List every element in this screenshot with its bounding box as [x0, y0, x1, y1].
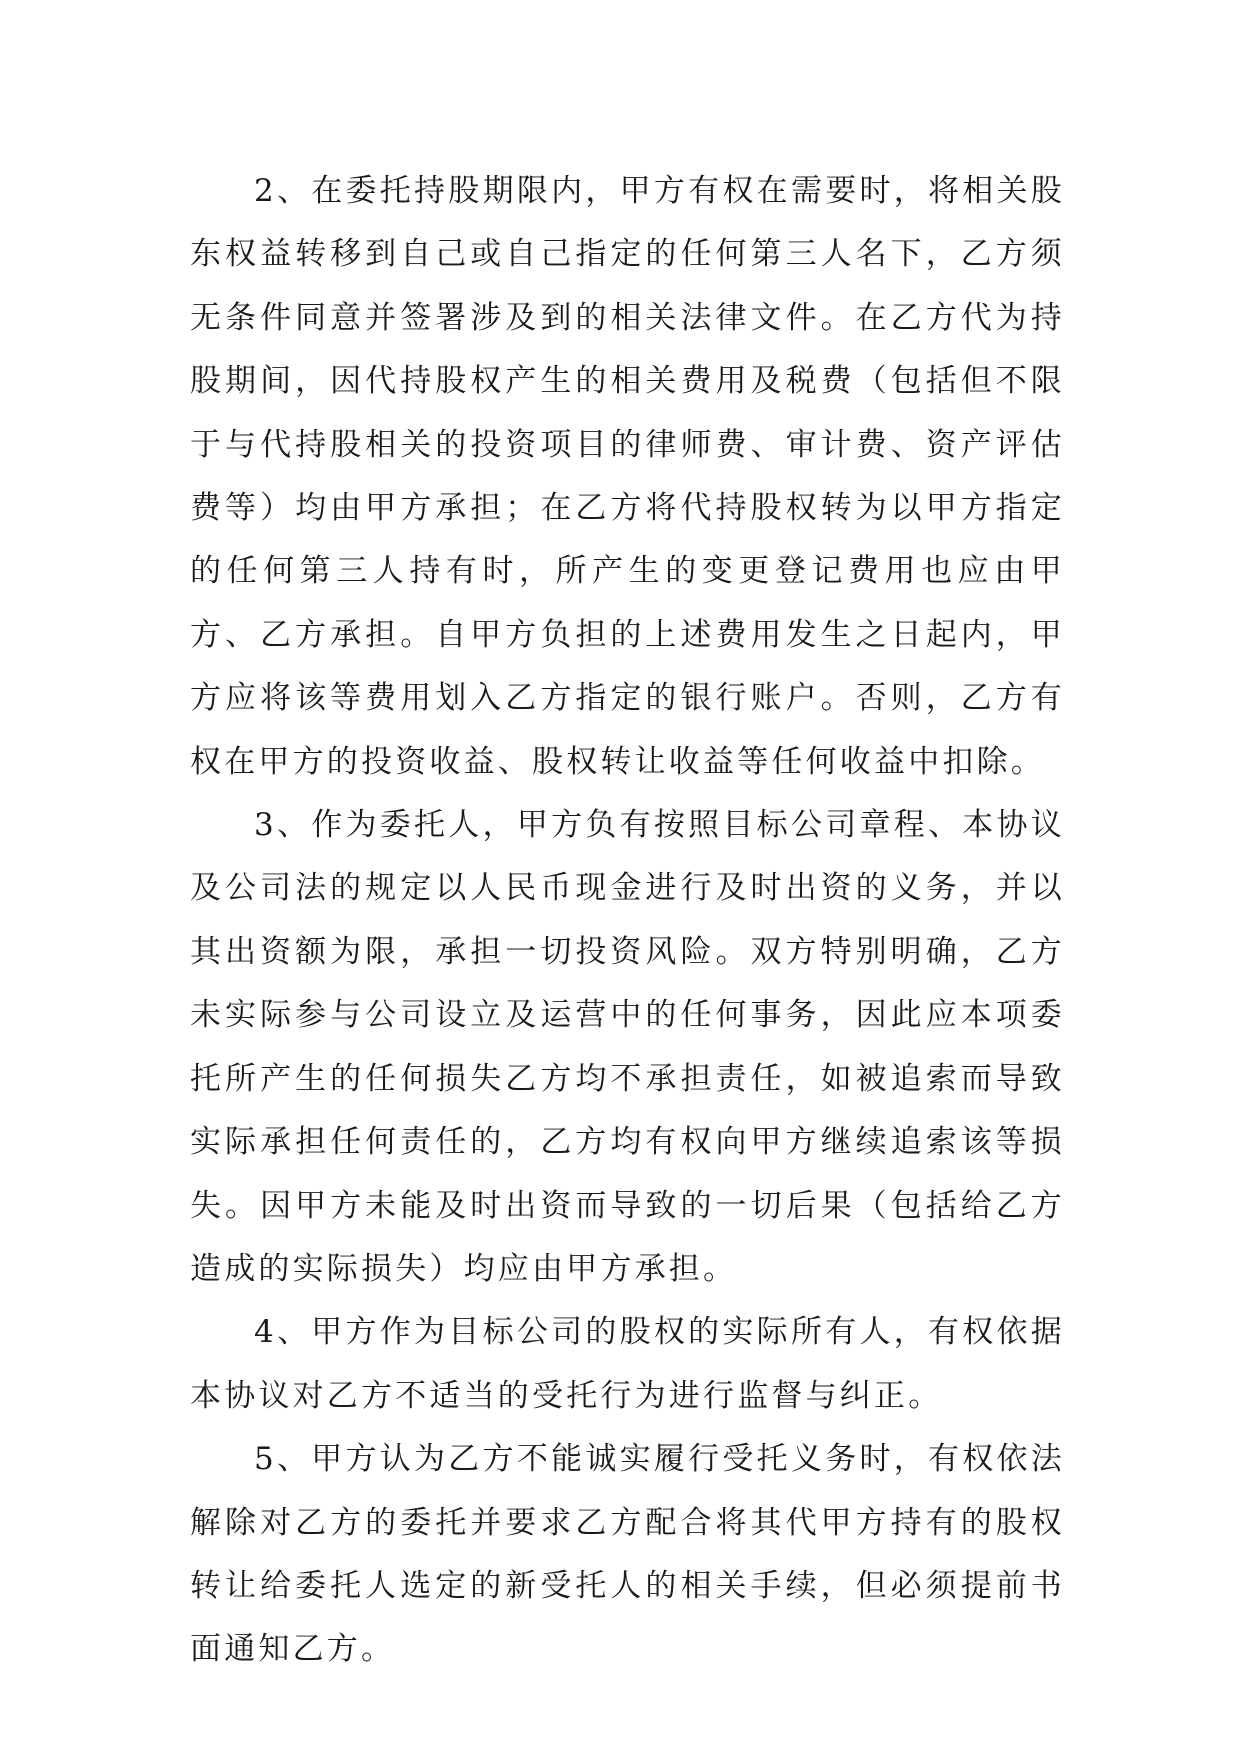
clause-5-paragraph: 5、甲方认为乙方不能诚实履行受托义务时，有权依法解除对乙方的委托并要求乙方配合将其代甲方持有的股权转让给委托人选定的新受托人的相关手续，但必须提前书面通知乙方。 [190, 1441, 1065, 1668]
clause-4-paragraph: 4、甲方作为目标公司的股权的实际所有人，有权依据本协议对乙方不适当的受托行为进行监督与纠正。 [190, 1314, 1065, 1414]
clause-3-paragraph: 3、作为委托人，甲方负有按照目标公司章程、本协议及公司法的规定以人民币现金进行及时出资的义务，并以其出资额为限，承担一切投资风险。双方特别明确，乙方未实际参与公司设立及运营中的任何事务，因此应本项委托所产生的任何损失乙方均不承担责任，如被追索而导致实际承担任何责任的，乙方均有权向甲方继续追索该等损失。因甲方未能及时出资而导致的一切后果（包括给乙方造成的实际损失）均应由甲方承担。 [190, 807, 1065, 1287]
document-body [190, 160, 1065, 1682]
clause-2-paragraph: 2、在委托持股期限内，甲方有权在需要时，将相关股东权益转移到自己或自己指定的任何第三人名下，乙方须无条件同意并签署涉及到的相关法律文件。在乙方代为持股期间，因代持股权产生的相关费用及税费（包括但不限于与代持股相关的投资项目的律师费、审计费、资产评估费等）均由甲方承担；在乙方将代持股权转为以甲方指定的任何第三人持有时，所产生的变更登记费用也应由甲方、乙方承担。自甲方负担的上述费用发生之日起内，甲方应将该等费用划入乙方指定的银行账户。否则，乙方有权在甲方的投资收益、股权转让收益等任何收益中扣除。 [190, 173, 1065, 780]
